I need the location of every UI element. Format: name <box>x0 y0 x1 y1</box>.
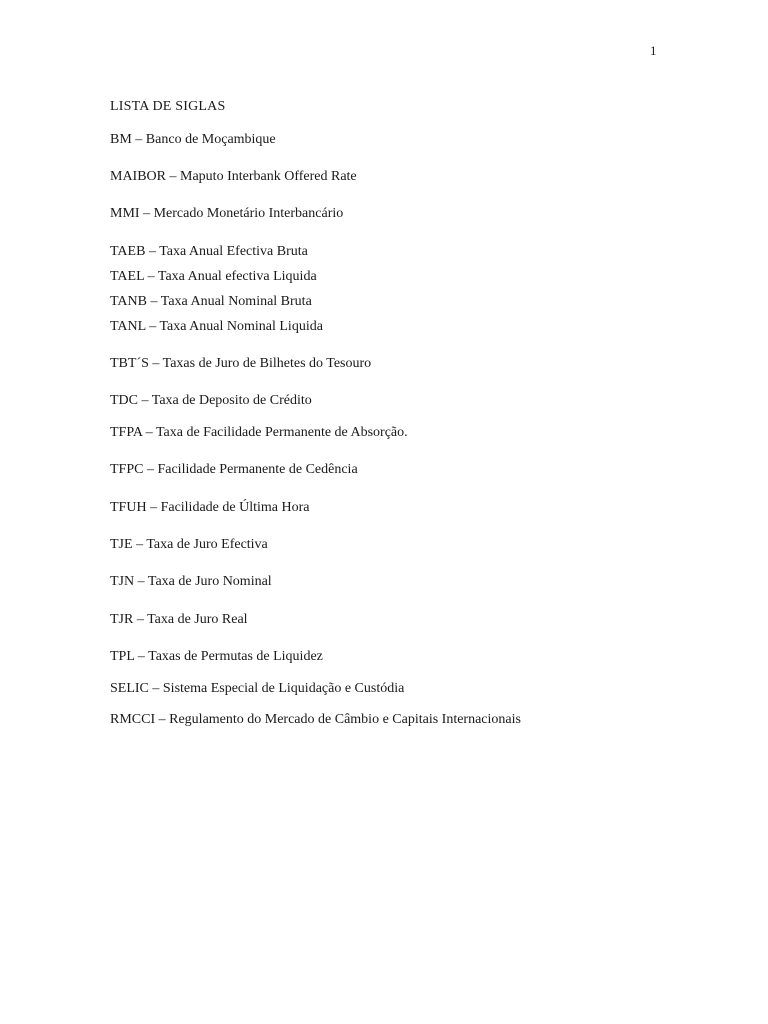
abbreviation: TANB <box>110 294 147 309</box>
definition: Taxa Anual Nominal Liquida <box>159 319 323 334</box>
definition: Taxa de Juro Nominal <box>147 574 272 589</box>
list-item <box>110 356 371 372</box>
separator: – <box>136 537 144 552</box>
list-item <box>110 269 317 285</box>
abbreviation: MMI <box>110 206 140 221</box>
definition: Regulamento do Mercado de Câmbio e Capitais Internacionais <box>169 712 521 727</box>
list-item <box>110 681 404 697</box>
list-item <box>110 649 323 665</box>
separator: – <box>169 169 177 184</box>
abbreviation: TAEL <box>110 269 145 284</box>
list-item <box>110 132 276 148</box>
list-item <box>110 425 408 441</box>
list-item <box>110 294 312 310</box>
definition: Taxa Anual Efectiva Bruta <box>159 244 308 259</box>
definition: Banco de Moçambique <box>145 132 276 147</box>
separator: – <box>135 132 143 147</box>
definition: Facilidade de Última Hora <box>160 500 310 515</box>
abbreviation: TPL <box>110 649 135 664</box>
list-item <box>110 462 358 478</box>
definition: Taxa Anual Nominal Bruta <box>160 294 312 309</box>
abbreviation: TFPC <box>110 462 144 477</box>
separator: – <box>143 206 151 221</box>
definition: Mercado Monetário Interbancário <box>153 206 344 221</box>
abbreviation: TAEB <box>110 244 146 259</box>
separator: – <box>149 319 157 334</box>
abbreviation: TJN <box>110 574 135 589</box>
separator: – <box>150 294 158 309</box>
abbreviation: TBT´S <box>110 356 149 371</box>
separator: – <box>146 462 154 477</box>
definition: Sistema Especial de Liquidação e Custódia <box>162 681 405 696</box>
separator: – <box>137 574 145 589</box>
definition: Facilidade Permanente de Cedência <box>157 462 358 477</box>
abbreviation: TFUH <box>110 500 147 515</box>
separator: – <box>145 425 153 440</box>
abbreviation: TANL <box>110 319 146 334</box>
separator: – <box>141 393 149 408</box>
list-item <box>110 537 268 553</box>
list-item <box>110 393 312 409</box>
separator: – <box>152 681 160 696</box>
separator: – <box>136 612 144 627</box>
list-item <box>110 244 308 260</box>
definition: Maputo Interbank Offered Rate <box>180 169 357 184</box>
list-item <box>110 574 272 590</box>
separator: – <box>137 649 145 664</box>
abbreviation: TDC <box>110 393 138 408</box>
definition: Taxa de Juro Real <box>147 612 248 627</box>
list-item <box>110 712 521 728</box>
list-item <box>110 169 357 185</box>
list-item <box>110 319 323 335</box>
abbreviation: TJE <box>110 537 133 552</box>
page-title: LISTA DE SIGLAS <box>110 99 226 114</box>
separator: – <box>148 244 156 259</box>
abbreviation: RMCCI <box>110 712 156 727</box>
definition: Taxa de Deposito de Crédito <box>151 393 312 408</box>
abbreviation: SELIC <box>110 681 149 696</box>
separator: – <box>158 712 166 727</box>
page-number: 1 <box>650 43 657 58</box>
definition: Taxas de Permutas de Liquidez <box>148 649 323 664</box>
abbreviation: MAIBOR <box>110 169 167 184</box>
abbreviation: BM <box>110 132 132 147</box>
abbreviation: TFPA <box>110 425 143 440</box>
abbreviation: TJR <box>110 612 134 627</box>
separator: – <box>150 500 158 515</box>
list-item <box>110 206 343 222</box>
list-item <box>110 500 309 516</box>
list-item <box>110 612 248 628</box>
separator: – <box>152 356 160 371</box>
definition: Taxa de Facilidade Permanente de Absorção. <box>155 425 408 440</box>
definition: Taxa de Juro Efectiva <box>146 537 268 552</box>
separator: – <box>147 269 155 284</box>
definition: Taxa Anual efectiva Liquida <box>157 269 317 284</box>
definition: Taxas de Juro de Bilhetes do Tesouro <box>162 356 372 371</box>
